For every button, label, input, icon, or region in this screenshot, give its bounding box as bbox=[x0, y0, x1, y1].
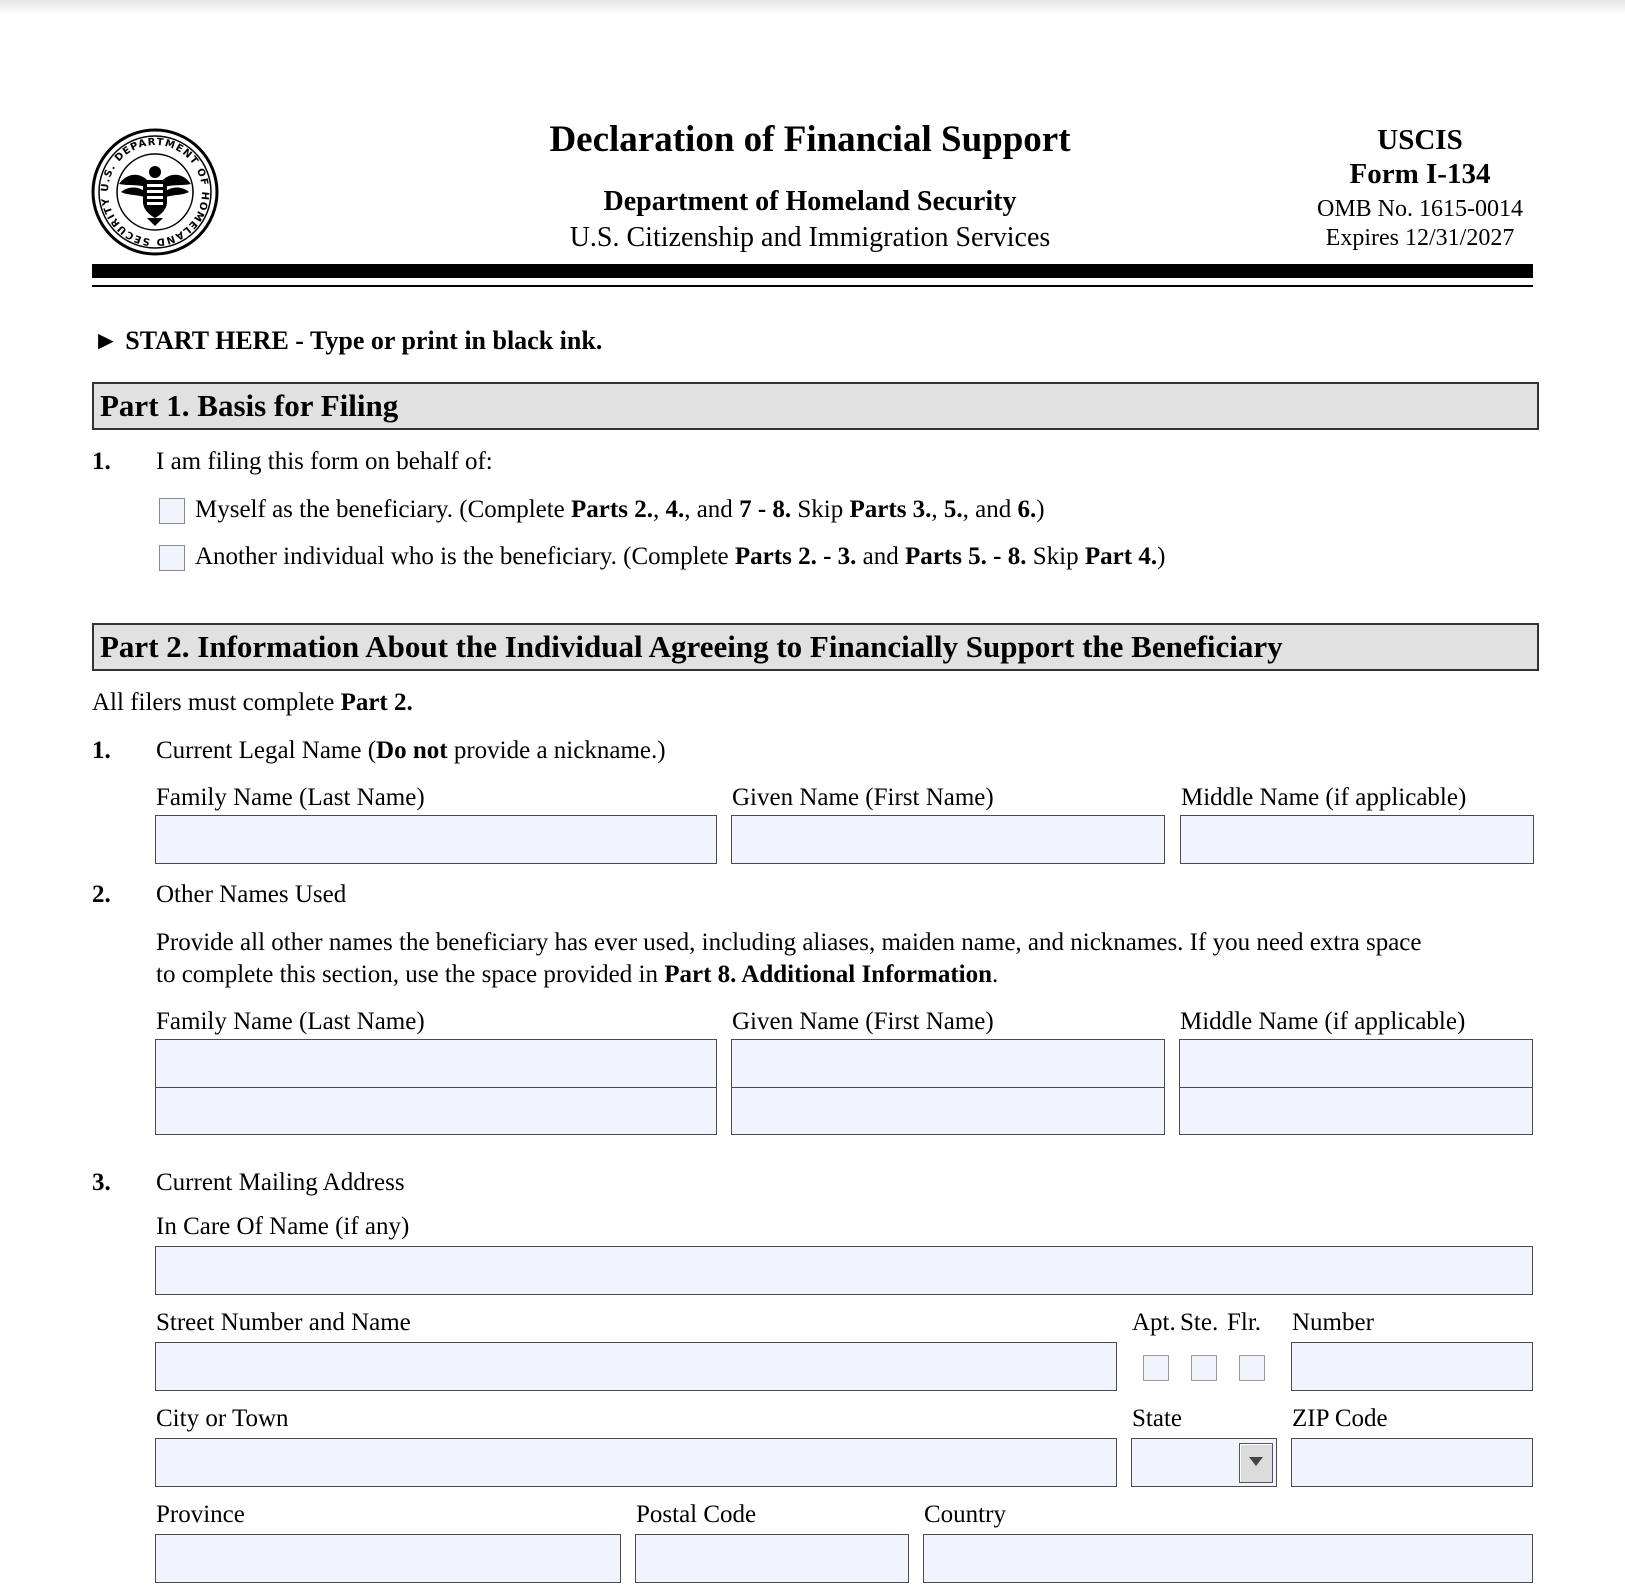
part2-q2-text: Other Names Used bbox=[156, 881, 347, 908]
chevron-down-icon bbox=[1249, 1457, 1263, 1466]
part1-heading: Part 1. Basis for Filing bbox=[92, 382, 1539, 430]
other-given-name-input-1[interactable] bbox=[731, 1039, 1165, 1088]
city-label: City or Town bbox=[156, 1405, 289, 1432]
other-family-name-input-2[interactable] bbox=[155, 1087, 717, 1135]
middle-name-input[interactable] bbox=[1180, 815, 1534, 864]
header-thick-rule bbox=[92, 264, 1533, 278]
part2-q1-number: 1. bbox=[92, 737, 111, 764]
another-individual-checkbox[interactable] bbox=[159, 545, 185, 571]
part2-q3-number: 3. bbox=[92, 1169, 111, 1196]
part2-heading: Part 2. Information About the Individual Agreeing to Financially Support the Beneficiary bbox=[92, 623, 1539, 671]
other-family-name-input-1[interactable] bbox=[155, 1039, 717, 1088]
number-label: Number bbox=[1292, 1309, 1374, 1336]
part2-q2-number: 2. bbox=[92, 881, 111, 908]
another-individual-label: Another individual who is the beneficiary. (Complete Parts 2. - 3. and Parts 5. - 8. Skip Part 4.) bbox=[195, 543, 1166, 570]
part1-q1-number: 1. bbox=[92, 448, 111, 475]
street-label: Street Number and Name bbox=[156, 1309, 411, 1336]
part2-q1-text: Current Legal Name (Do not provide a nickname.) bbox=[156, 737, 666, 764]
uscis-label: USCIS bbox=[1377, 124, 1463, 156]
dhs-seal-icon bbox=[91, 128, 219, 256]
middle-name-label: Middle Name (if applicable) bbox=[1181, 784, 1467, 811]
form-number: Form I-134 bbox=[1349, 158, 1491, 190]
other-given-name-input-2[interactable] bbox=[731, 1087, 1165, 1135]
header-thin-rule bbox=[92, 285, 1533, 287]
postal-code-label: Postal Code bbox=[636, 1501, 757, 1528]
myself-beneficiary-checkbox[interactable] bbox=[159, 498, 185, 524]
unit-number-input[interactable] bbox=[1291, 1342, 1533, 1391]
country-input[interactable] bbox=[923, 1534, 1533, 1583]
zip-input[interactable] bbox=[1291, 1438, 1533, 1487]
expiration-date: Expires 12/31/2027 bbox=[1325, 225, 1515, 251]
top-shadow bbox=[0, 0, 1625, 14]
other-names-description-line2: to complete this section, use the space provided in Part 8. Additional Information. bbox=[156, 961, 999, 988]
state-dropdown-button[interactable] bbox=[1239, 1443, 1273, 1483]
apt-label: Apt. bbox=[1132, 1309, 1176, 1336]
form-title: Declaration of Financial Support bbox=[549, 119, 1071, 160]
apt-checkbox[interactable] bbox=[1143, 1355, 1169, 1381]
family-name-label: Family Name (Last Name) bbox=[156, 784, 425, 811]
ste-label: Ste. bbox=[1180, 1309, 1219, 1336]
part2-q3-text: Current Mailing Address bbox=[156, 1169, 405, 1196]
zip-label: ZIP Code bbox=[1292, 1405, 1388, 1432]
street-input[interactable] bbox=[155, 1342, 1117, 1391]
department-name: Department of Homeland Security bbox=[603, 186, 1017, 217]
part2-intro: All filers must complete Part 2. bbox=[92, 689, 413, 716]
given-name-input[interactable] bbox=[731, 815, 1165, 864]
flr-label: Flr. bbox=[1227, 1309, 1262, 1336]
other-family-name-label: Family Name (Last Name) bbox=[156, 1008, 425, 1035]
family-name-input[interactable] bbox=[155, 815, 717, 864]
svg-text:U.S. DEPARTMENT OF HOMELAND SE: U.S. DEPARTMENT OF HOMELAND SECURITY bbox=[99, 136, 211, 248]
start-here-instruction: ► START HERE - Type or print in black ink. bbox=[93, 326, 603, 355]
flr-checkbox[interactable] bbox=[1239, 1355, 1265, 1381]
province-input[interactable] bbox=[155, 1534, 621, 1583]
omb-number: OMB No. 1615-0014 bbox=[1316, 196, 1523, 222]
city-input[interactable] bbox=[155, 1438, 1117, 1487]
other-middle-name-label: Middle Name (if applicable) bbox=[1180, 1008, 1466, 1035]
agency-name: U.S. Citizenship and Immigration Services bbox=[569, 222, 1051, 253]
other-middle-name-input-2[interactable] bbox=[1179, 1087, 1533, 1135]
given-name-label: Given Name (First Name) bbox=[732, 784, 994, 811]
in-care-of-input[interactable] bbox=[155, 1246, 1533, 1295]
other-names-description-line1: Provide all other names the beneficiary has ever used, including aliases, maiden name, and nicknames. If you need extra space bbox=[156, 929, 1422, 956]
other-given-name-label: Given Name (First Name) bbox=[732, 1008, 994, 1035]
ste-checkbox[interactable] bbox=[1191, 1355, 1217, 1381]
other-middle-name-input-1[interactable] bbox=[1179, 1039, 1533, 1088]
country-label: Country bbox=[924, 1501, 1006, 1528]
postal-code-input[interactable] bbox=[635, 1534, 909, 1583]
myself-beneficiary-label: Myself as the beneficiary. (Complete Parts 2., 4., and 7 - 8. Skip Parts 3., 5., and 6.) bbox=[195, 496, 1045, 523]
part1-q1-text: I am filing this form on behalf of: bbox=[156, 448, 493, 475]
state-label: State bbox=[1132, 1405, 1182, 1432]
in-care-of-label: In Care Of Name (if any) bbox=[156, 1213, 410, 1240]
province-label: Province bbox=[156, 1501, 245, 1528]
